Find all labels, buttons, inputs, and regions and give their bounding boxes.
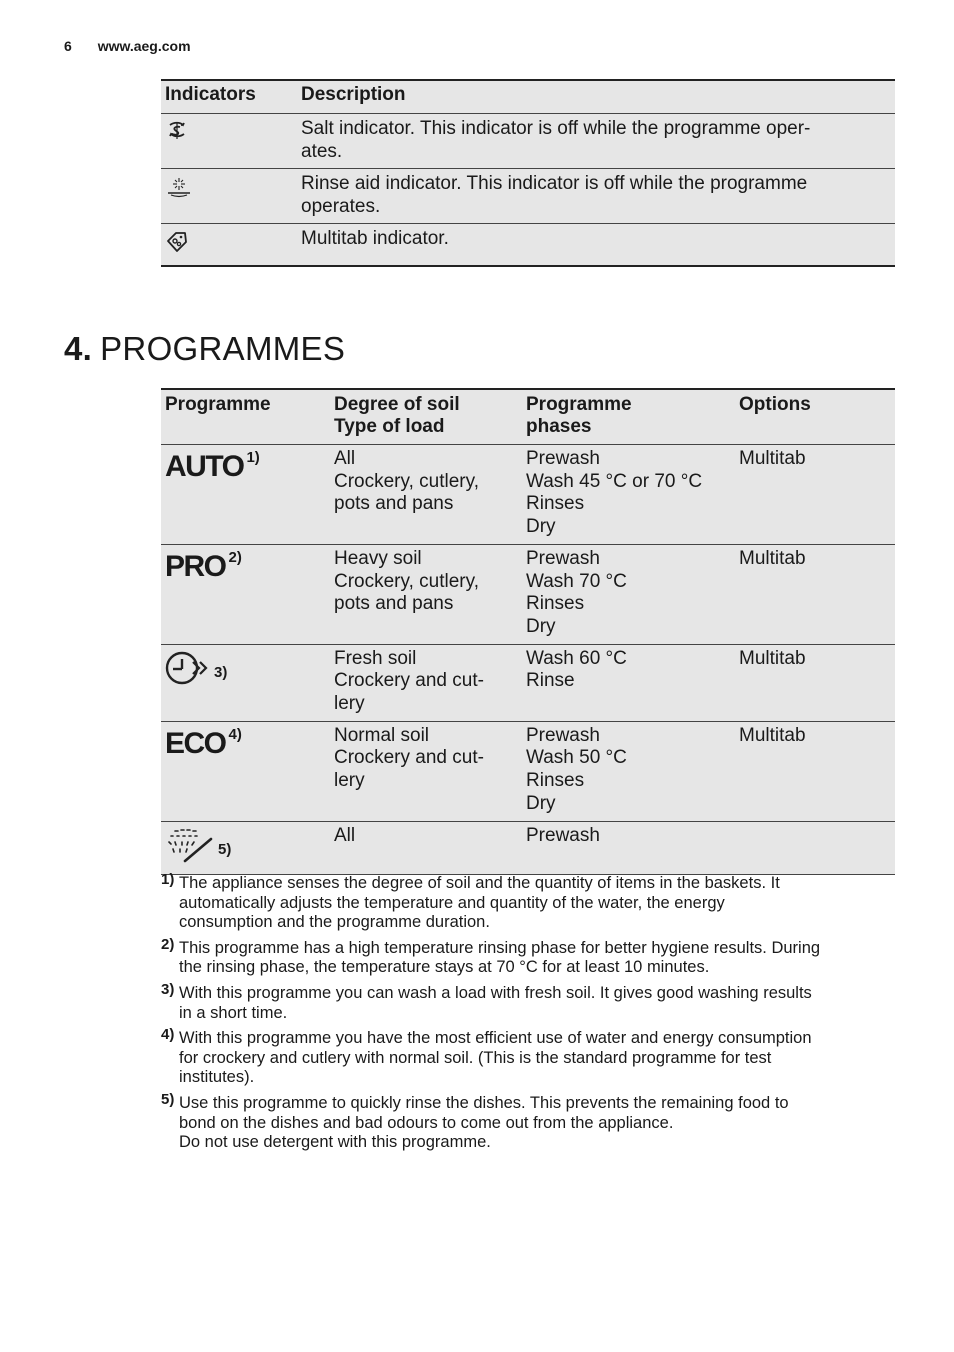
footnote-ref: 2) <box>228 548 242 566</box>
phases-column-header <box>522 389 735 445</box>
page-number: 6 <box>64 38 72 54</box>
indicators-table <box>161 79 895 267</box>
indicator-cell <box>161 114 297 169</box>
soil-line: Crockery and cut- <box>334 747 484 769</box>
soil-cell <box>330 544 522 644</box>
phases-cell <box>522 644 735 721</box>
page-header <box>64 38 191 54</box>
pro-programme-symbol: PRO <box>165 549 226 583</box>
auto-programme-symbol: AUTO <box>165 450 244 483</box>
rinse-aid-icon <box>165 174 193 198</box>
footnote-line: the rinsing phase, the temperature stays at 70 °C for at least 10 minutes. <box>179 958 710 977</box>
footnote-mark: 3) <box>161 980 175 998</box>
phase-line: Rinses <box>526 770 585 792</box>
soil-line: pots and pans <box>334 493 454 515</box>
options-cell <box>735 821 895 875</box>
eco-programme-symbol: ECO <box>165 726 226 760</box>
footnote <box>161 871 895 933</box>
phase-line: Wash 50 °C <box>526 747 627 769</box>
indicator-description: Salt indicator. This indicator is off while the programme oper- ates. <box>297 114 895 169</box>
soil-line: lery <box>334 693 365 715</box>
table-row <box>161 169 895 224</box>
soil-line: All <box>334 824 356 846</box>
soil-cell <box>330 721 522 821</box>
soil-line: Crockery, cutlery, <box>334 570 479 592</box>
rinse-hold-icon <box>165 827 215 863</box>
footnote-line: institutes). <box>179 1068 255 1087</box>
programmes-table <box>161 388 895 875</box>
table-row <box>161 644 895 721</box>
soil-line: Crockery and cut- <box>334 670 484 692</box>
footnotes <box>161 871 895 1159</box>
footnote-line: automatically adjusts the temperature and quantity of the water, the energy <box>179 893 725 912</box>
phases-header-line: phases <box>526 416 592 437</box>
phases-cell <box>522 821 735 875</box>
indicator-description: Rinse aid indicator. This indicator is off while the programme operates. <box>297 169 895 224</box>
quick-clock-icon <box>165 650 211 686</box>
indicators-column-header: Indicators <box>161 80 297 114</box>
phase-line: Wash 45 °C or 70 °C <box>526 470 703 492</box>
options-cell: Multitab <box>735 644 895 721</box>
phases-cell <box>522 544 735 644</box>
indicator-cell <box>161 169 297 224</box>
indicator-description: Multitab indicator. <box>297 224 895 267</box>
soil-line: Heavy soil <box>334 547 422 569</box>
soil-line: pots and pans <box>334 593 454 615</box>
phase-line: Wash 60 °C <box>526 647 627 669</box>
phase-line: Prewash <box>526 547 600 569</box>
phase-line: Dry <box>526 615 556 637</box>
phase-line: Rinses <box>526 593 585 615</box>
phases-cell <box>522 721 735 821</box>
table-row <box>161 445 895 545</box>
footnote <box>161 980 895 1023</box>
phase-line: Prewash <box>526 448 600 469</box>
salt-icon <box>165 119 189 143</box>
phase-line: Prewash <box>526 824 600 846</box>
table-row <box>161 821 895 875</box>
options-cell: Multitab <box>735 721 895 821</box>
multitab-icon <box>165 230 189 254</box>
footnote-ref: 4) <box>228 725 242 743</box>
soil-header-line: Degree of soil <box>334 394 460 415</box>
options-cell: Multitab <box>735 445 895 545</box>
soil-cell <box>330 644 522 721</box>
soil-line: Fresh soil <box>334 647 417 669</box>
soil-line: Normal soil <box>334 724 430 746</box>
site-url: www.aeg.com <box>97 38 191 54</box>
footnote-mark: 5) <box>161 1090 175 1108</box>
phases-header-line: Programme <box>526 394 632 415</box>
phase-line: Dry <box>526 516 556 538</box>
soil-line: lery <box>334 770 365 792</box>
phases-cell <box>522 445 735 545</box>
phase-line: Dry <box>526 792 556 814</box>
footnote <box>161 1026 895 1088</box>
programme-cell <box>161 544 330 644</box>
footnote-line: The appliance senses the degree of soil and the quantity of items in the baskets. It <box>179 874 780 892</box>
footnote-line: With this programme you have the most efficient use of water and energy consumption <box>179 1029 812 1048</box>
programme-column-header: Programme <box>161 389 330 445</box>
soil-column-header <box>330 389 522 445</box>
section-title <box>64 330 345 368</box>
footnote <box>161 1090 895 1153</box>
phase-line: Wash 70 °C <box>526 570 627 592</box>
soil-line: Crockery, cutlery, <box>334 470 479 492</box>
soil-line: All <box>334 448 356 469</box>
description-column-header: Description <box>297 80 895 114</box>
table-row <box>161 224 895 267</box>
soil-cell <box>330 445 522 545</box>
footnote-line: Do not use detergent with this programme. <box>179 1133 491 1152</box>
footnote-ref: 5) <box>218 840 232 858</box>
options-column-header: Options <box>735 389 895 445</box>
footnote-line: bond on the dishes and bad odours to come out from the appliance. <box>179 1113 674 1132</box>
footnote-line: With this programme you can wash a load with fresh soil. It gives good washing results <box>179 983 812 1002</box>
phase-line: Rinse <box>526 670 575 692</box>
programme-cell <box>161 821 330 875</box>
programme-cell <box>161 644 330 721</box>
footnote-ref: 3) <box>214 663 228 681</box>
section-number: 4. <box>64 330 93 367</box>
table-row <box>161 114 895 169</box>
footnote-line: for crockery and cutlery with normal soil. (This is the standard programme for test <box>179 1048 772 1067</box>
programme-cell <box>161 721 330 821</box>
phase-line: Rinses <box>526 493 585 515</box>
programmes-header-row <box>161 389 895 445</box>
programme-cell <box>161 445 330 545</box>
footnote-mark: 2) <box>161 935 175 953</box>
footnote-mark: 1) <box>161 871 175 888</box>
phase-line: Prewash <box>526 724 600 746</box>
soil-cell <box>330 821 522 875</box>
soil-header-line: Type of load <box>334 416 445 437</box>
indicators-header-row <box>161 80 895 114</box>
options-cell: Multitab <box>735 544 895 644</box>
footnote-line: consumption and the programme duration. <box>179 913 490 932</box>
footnote-line: This programme has a high temperature rinsing phase for better hygiene results. During <box>179 938 821 957</box>
footnote-ref: 1) <box>246 449 260 466</box>
footnote-line: in a short time. <box>179 1003 288 1022</box>
footnote-line: Use this programme to quickly rinse the dishes. This prevents the remaining food to <box>179 1093 789 1112</box>
indicator-cell <box>161 224 297 267</box>
table-row <box>161 721 895 821</box>
footnote <box>161 935 895 978</box>
footnote-mark: 4) <box>161 1026 175 1044</box>
table-row <box>161 544 895 644</box>
section-heading: PROGRAMMES <box>100 330 346 367</box>
